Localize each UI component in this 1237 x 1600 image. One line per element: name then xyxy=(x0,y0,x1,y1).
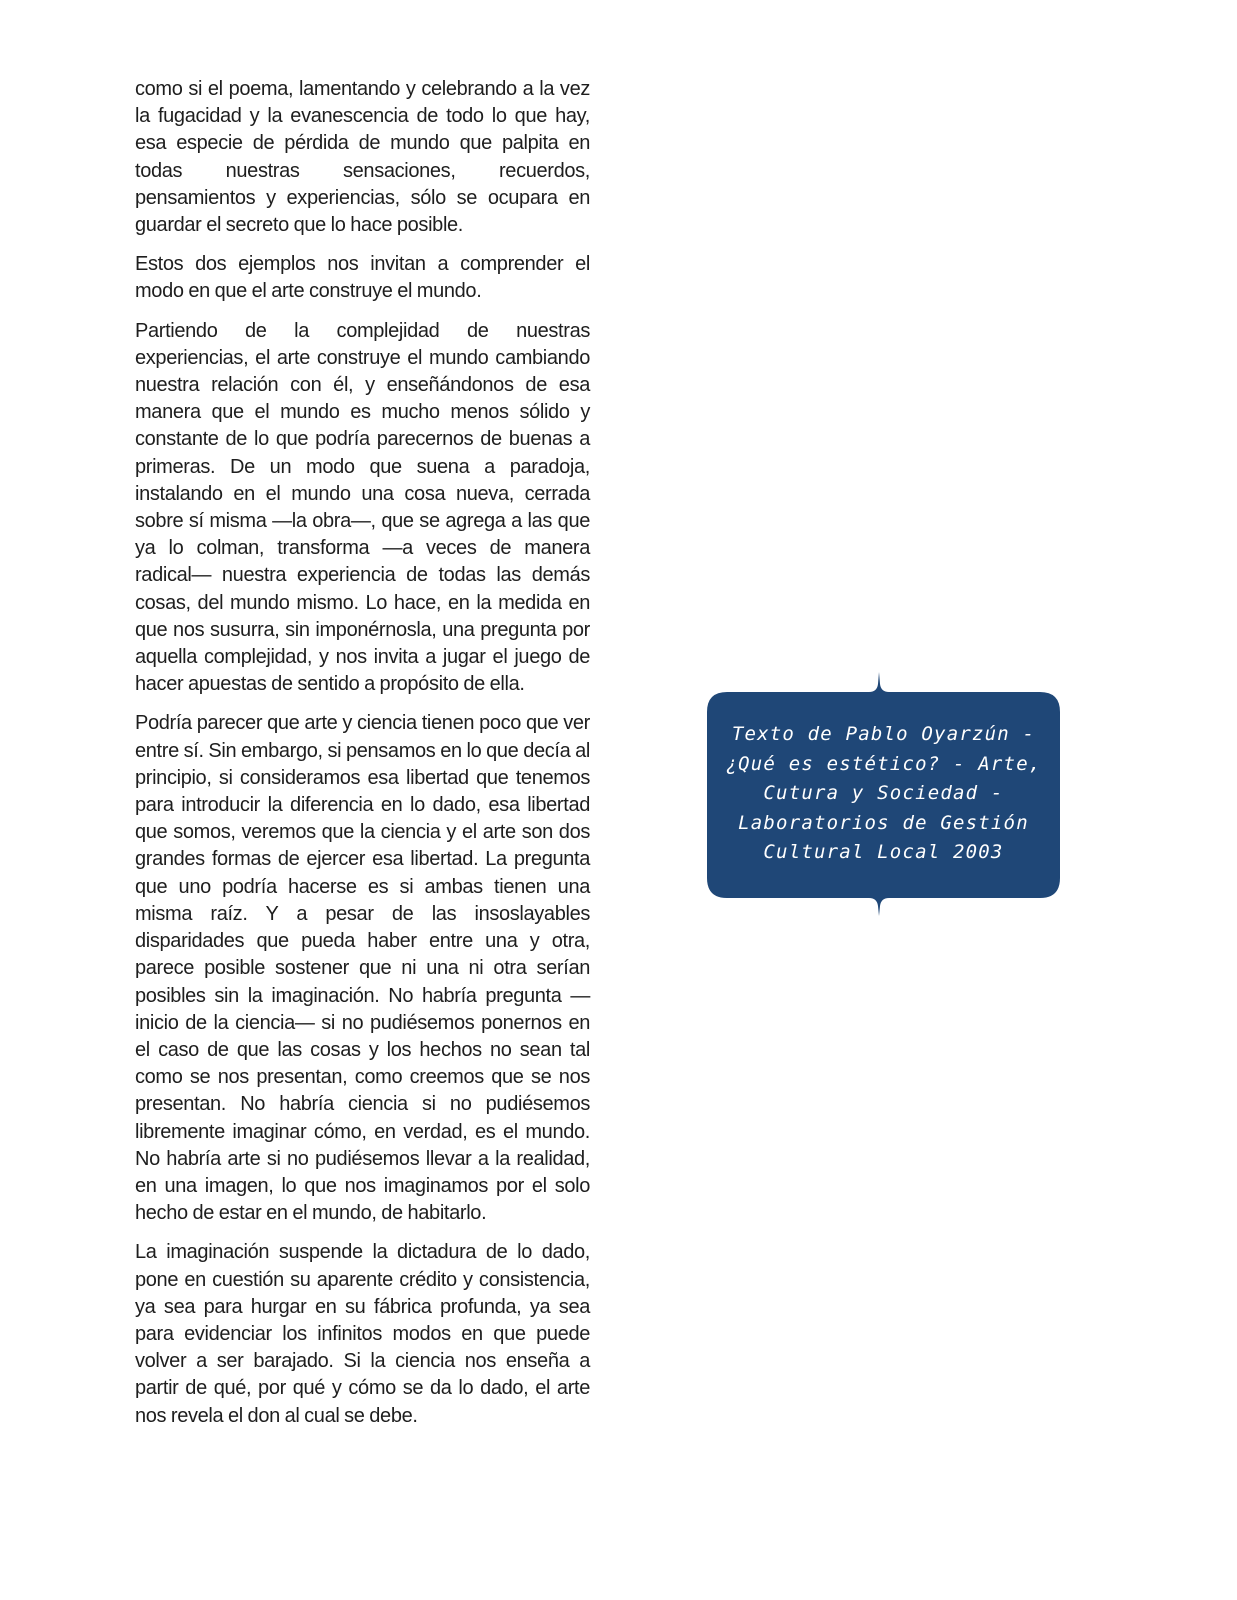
body-paragraph-4: Podría parecer que arte y ciencia tienen poco que ver entre sí. Sin embargo, si pensamos en lo que decía al principio, si consideramos esa libertad que tenemos para introducir la diferencia en lo dado, esa libertad que somos, veremos que la ciencia y el arte son dos grandes formas de ejercer esa libertad. La pregunta que uno podría hacerse es si ambas tienen una misma raíz. Y a pesar de las insoslayables disparidades que pueda haber entre una y otra, parece posible sostener que ni una ni otra serían posibles sin la imaginación. No habría pregunta —inicio de la ciencia— si no pudiésemos ponernos en el caso de que las cosas y los hechos no sean tal como se nos presentan, como creemos que se nos presentan. No habría ciencia si no pudiésemos libremente imaginar cómo, en verdad, es el mundo. No habría arte si no pudiésemos llevar a la realidad, en una imagen, lo que nos imaginamos por el solo hecho de estar en el mundo, de habitarlo. xyxy=(135,712,590,1225)
body-paragraph-3: Partiendo de la complejidad de nuestras experiencias, el arte construye el mundo cambiando nuestra relación con él, y enseñándonos de esa manera que el mundo es mucho menos sólido y constante de lo que podría parecernos de buenas a primeras. De un modo que suena a paradoja, instalando en el mundo una cosa nueva, cerrada sobre sí misma —la obra—, que se agrega a las que ya lo colman, transforma —a veces de manera radical— nuestra experiencia de todas las demás cosas, del mundo mismo. Lo hace, en la medida en que nos susurra, sin imponérnosla, una pregunta por aquella complejidad, y nos invita a jugar el juego de hacer apuestas de sentido a propósito de ella. xyxy=(135,319,590,696)
body-paragraph-2: Estos dos ejemplos nos invitan a comprender el modo en que el arte construye el mundo. xyxy=(135,253,590,303)
source-citation-text: Texto de Pablo Oyarzún - ¿Qué es estético? - Arte, Cutura y Sociedad - Laboratorios de Gestión Cultural Local 2003 xyxy=(725,723,1042,863)
body-text-column xyxy=(135,76,590,1442)
source-callout-box xyxy=(705,670,1062,918)
body-paragraph-5: La imaginación suspende la dictadura de lo dado, pone en cuestión su aparente crédito y consistencia, ya sea para hurgar en su fábrica profunda, ya sea para evidenciar los infinitos modos en que puede volver a ser barajado. Si la ciencia nos enseña a partir de qué, por qué y cómo se da lo dado, el arte nos revela el don al cual se debe. xyxy=(135,1241,590,1427)
body-paragraph-1: como si el poema, lamentando y celebrando a la vez la fugacidad y la evanescencia de todo lo que hay, esa especie de pérdida de mundo que palpita en todas nuestras sensaciones, recuerdos, pensamientos y experiencias, sólo se ocupara en guardar el secreto que lo hace posible. xyxy=(135,78,590,237)
